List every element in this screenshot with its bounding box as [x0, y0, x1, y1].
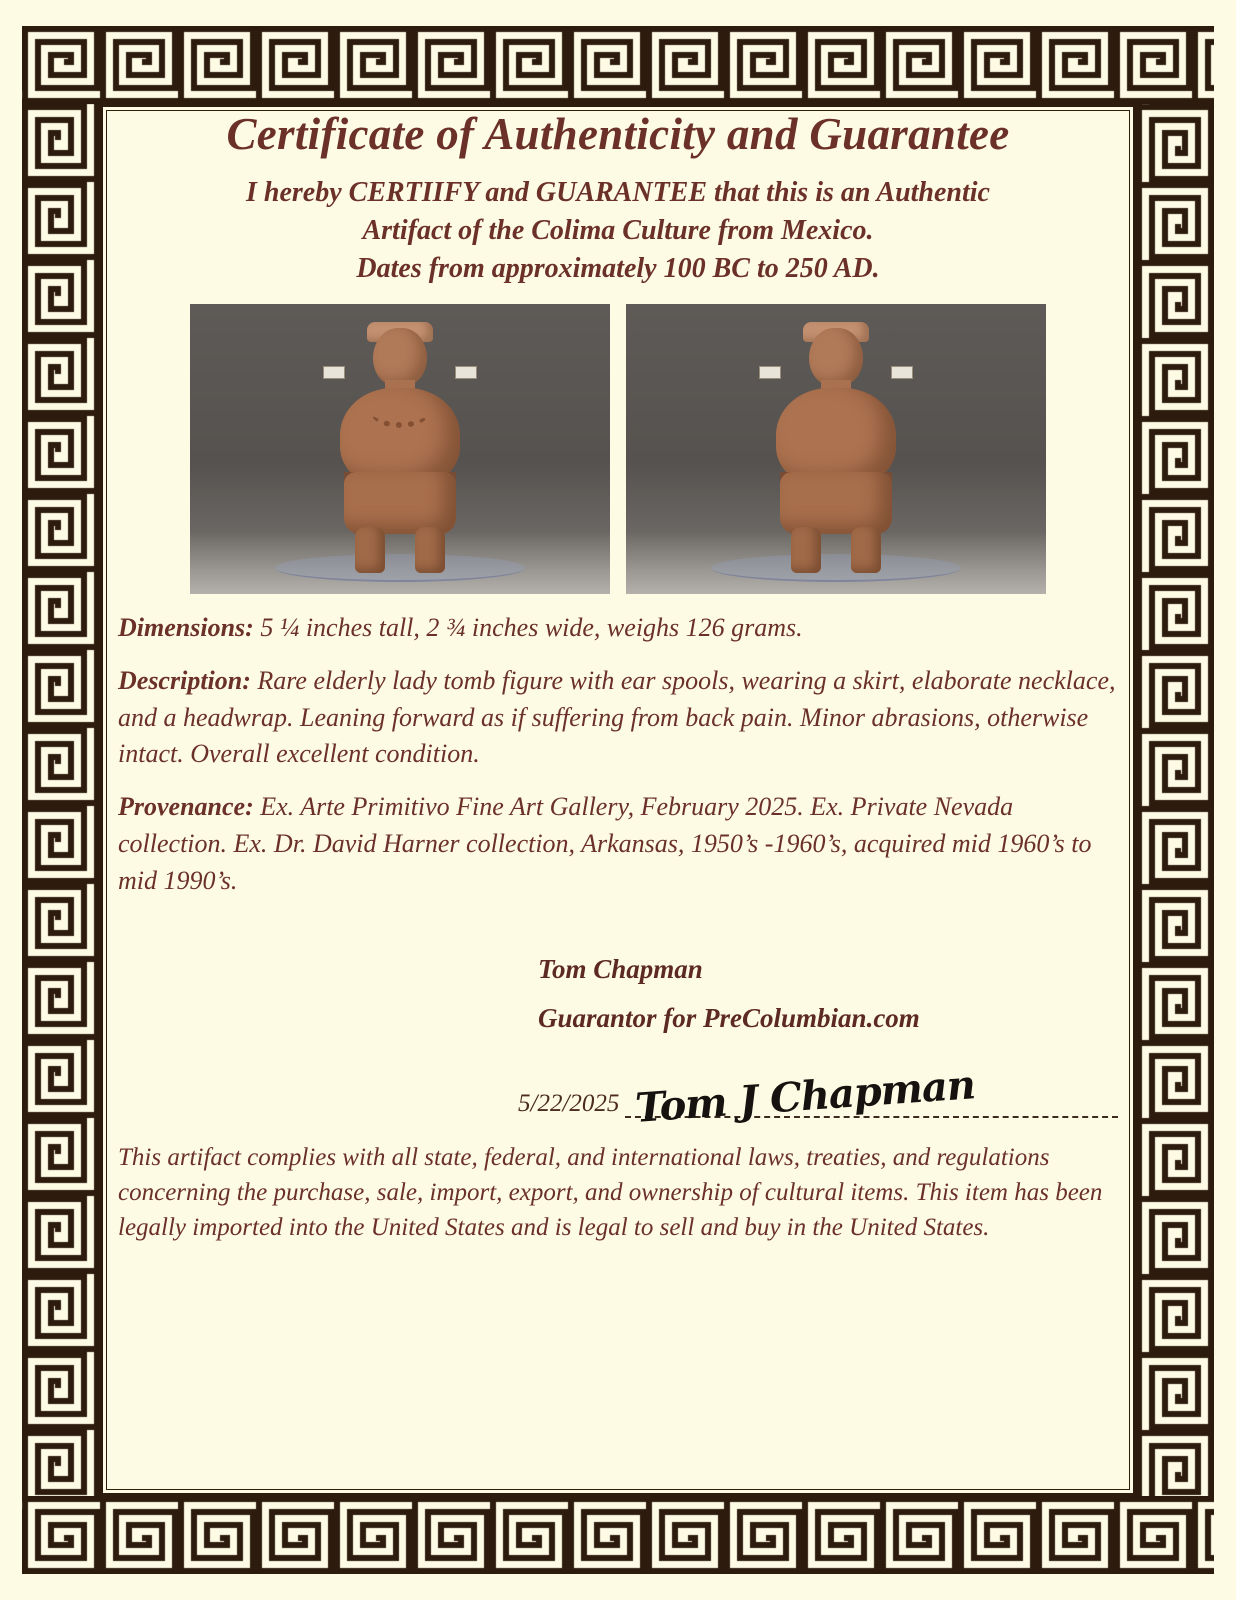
figurine-leg-right	[851, 527, 881, 573]
signature-date: 5/22/2025	[518, 1090, 620, 1118]
description-field	[118, 663, 1118, 774]
certification-statement-line-3: Dates from approximately 100 BC to 250 AD.	[356, 252, 880, 284]
certificate-content	[118, 110, 1118, 1270]
provenance-value: Ex. Arte Primitivo Fine Art Gallery, February 2025. Ex. Private Nevada collection. Ex. Dr. David Harner collection, Arkansas, 1950’s -1960’s, acquired mid 1960’s to mid 1990’s.	[118, 792, 1092, 896]
handwritten-signature: Tom J Chapman	[634, 1061, 977, 1132]
provenance-label: Provenance:	[118, 792, 254, 822]
artifact-photo-front	[190, 304, 610, 594]
figurine-ear-spool-left	[323, 366, 345, 379]
page-title: Certificate of Authenticity and Guarantee	[226, 109, 1010, 159]
certification-statement-line-2: Artifact of the Colima Culture from Mexico.	[362, 214, 874, 246]
dimensions-value: 5 ¼ inches tall, 2 ¾ inches wide, weighs 126 grams.	[253, 612, 803, 642]
figurine-skirt	[344, 472, 456, 534]
figurine-front	[325, 322, 475, 572]
border-band-top	[22, 26, 1214, 104]
signature-date-row	[118, 1061, 1118, 1132]
figurine-head	[809, 328, 863, 386]
figurine-necklace	[371, 396, 429, 428]
certification-statement	[118, 174, 1118, 288]
description-value: Rare elderly lady tomb figure with ear spools, wearing a skirt, elaborate necklace, and a headwrap. Leaning forward as if suffering from back pain. Minor abrasions, otherwise intact. Overall excellent condition.	[118, 665, 1116, 769]
figurine-back	[761, 322, 911, 572]
figurine-leg-left	[355, 527, 385, 573]
provenance-field	[118, 789, 1118, 900]
dimensions-label: Dimensions:	[118, 612, 254, 642]
signer-name: Tom Chapman	[538, 954, 703, 985]
figurine-leg-right	[415, 527, 445, 573]
description-label: Description:	[118, 665, 251, 695]
border-band-left	[22, 104, 100, 1496]
signer-role: Guarantor for PreColumbian.com	[538, 1003, 920, 1034]
legal-compliance-text: This artifact complies with all state, federal, and international laws, treaties, and regulations concerning the purchase, sale, import, export, and ownership of cultural items. This item has been legally imported into the United States and is legal to sell and buy in the United States.	[118, 1144, 1103, 1242]
certification-statement-line-1: I hereby CERTIIFY and GUARANTEE that this is an Authentic	[246, 176, 990, 208]
signature-block	[118, 954, 1118, 1034]
figurine-ear-spool-right	[455, 366, 477, 379]
signature-line	[625, 1061, 1118, 1132]
figurine-skirt	[780, 472, 892, 534]
border-band-bottom	[22, 1496, 1214, 1574]
dimensions-field	[118, 610, 1118, 647]
artifact-photo-gallery	[118, 304, 1118, 594]
artifact-photo-back	[626, 304, 1046, 594]
figurine-ear-spool-right	[891, 366, 913, 379]
figurine-head	[373, 328, 427, 386]
figurine-ear-spool-left	[759, 366, 781, 379]
border-band-right	[1136, 104, 1214, 1496]
figurine-leg-left	[791, 527, 821, 573]
